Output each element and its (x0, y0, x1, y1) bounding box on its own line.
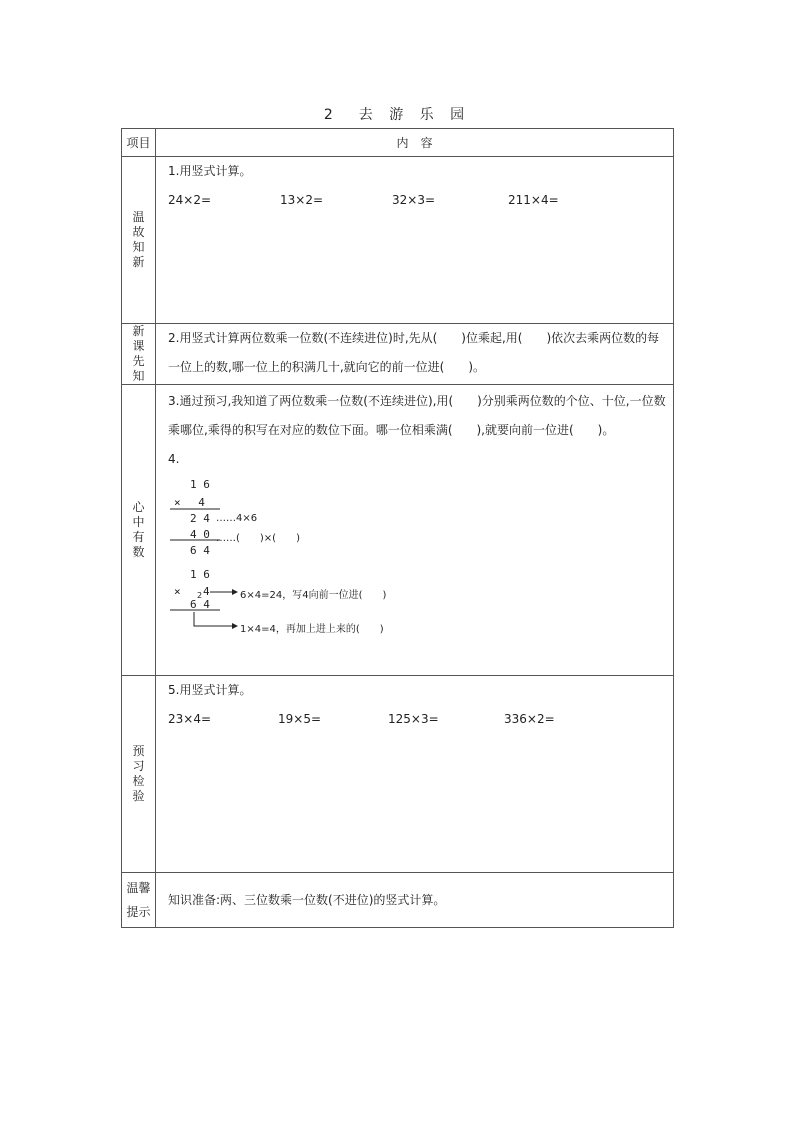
review-problems (168, 186, 667, 215)
section-content-practice (156, 676, 674, 873)
problem-5-4: 336×2= (504, 712, 555, 726)
problem-3: 32×3= (392, 193, 436, 207)
calc1-note-2: ……( )×( ) (216, 533, 300, 544)
section-review (122, 157, 674, 324)
problem-5-2: 19×5= (278, 712, 322, 726)
calc2-multiplier: 4 (203, 585, 210, 598)
section-content-review (156, 157, 674, 324)
vertical-calculation-area (168, 474, 667, 659)
calc1-partial-1: 2 4 (190, 512, 210, 525)
header-row (122, 129, 674, 157)
section-tips (122, 873, 674, 928)
problem-5-3: 125×3= (388, 712, 439, 726)
section-label-understand: 心中有数 (122, 385, 156, 676)
section-label-review: 温故知新 (122, 157, 156, 324)
practice-problems (168, 705, 667, 734)
problem-2: 13×2= (280, 193, 324, 207)
calc1-note-1: ……4×6 (216, 513, 258, 524)
question-3: 3.通过预习,我知道了两位数乘一位数(不连续进位),用( )分别乘两位数的个位、十位,一位数乘哪位,乘得的积写在对应的数位下面。哪一位相乘满( ),就要向前一位进( )。 (168, 394, 666, 437)
section-practice (122, 676, 674, 873)
section-preview (122, 324, 674, 385)
question-2: 2.用竖式计算两位数乘一位数(不连续进位)时,先从( )位乘起,用( )依次去乘两位数的每一位上的数,哪一位上的积满几十,就向它的前一位进( )。 (168, 331, 660, 374)
section-label-practice: 预习检验 (122, 676, 156, 873)
problem-4: 211×4= (508, 193, 559, 207)
section-understand (122, 385, 674, 676)
header-content-column: 内 容 (156, 129, 674, 157)
section-content-preview (156, 324, 674, 385)
section-label-tips: 温馨 提示 (122, 873, 156, 928)
calc2-note-2: 1×4=4，再加上进上来的( ) (240, 624, 384, 635)
calc1-result: 6 4 (190, 544, 210, 557)
section-content-tips (156, 873, 674, 928)
header-item-column: 项目 (122, 129, 156, 157)
calc2-note-1: 6×4=24，写4向前一位进( ) (240, 590, 387, 601)
calc1-multiplier: × 4 (174, 496, 205, 509)
section-content-understand (156, 385, 674, 676)
problem-1: 24×2= (168, 193, 212, 207)
problem-5-1: 23×4= (168, 712, 212, 726)
tips-text: 知识准备:两、三位数乘一位数(不进位)的竖式计算。 (168, 892, 446, 907)
worksheet-table (121, 128, 674, 928)
section-label-preview: 新课先知 (122, 324, 156, 385)
page-title: 2 去 游 乐 园 (323, 107, 471, 123)
calc2-result: 6 4 (190, 598, 210, 611)
calc2-times-sign: × (174, 585, 181, 598)
calc1-top: 1 6 (190, 478, 210, 491)
question-4: 4. (168, 452, 180, 466)
calc2-top: 1 6 (190, 568, 210, 581)
question-1: 1.用竖式计算。 (168, 164, 252, 178)
question-5: 5.用竖式计算。 (168, 683, 252, 697)
calc2-carry: 2 (197, 591, 203, 600)
calc1-partial-2: 4 0 (190, 528, 210, 541)
